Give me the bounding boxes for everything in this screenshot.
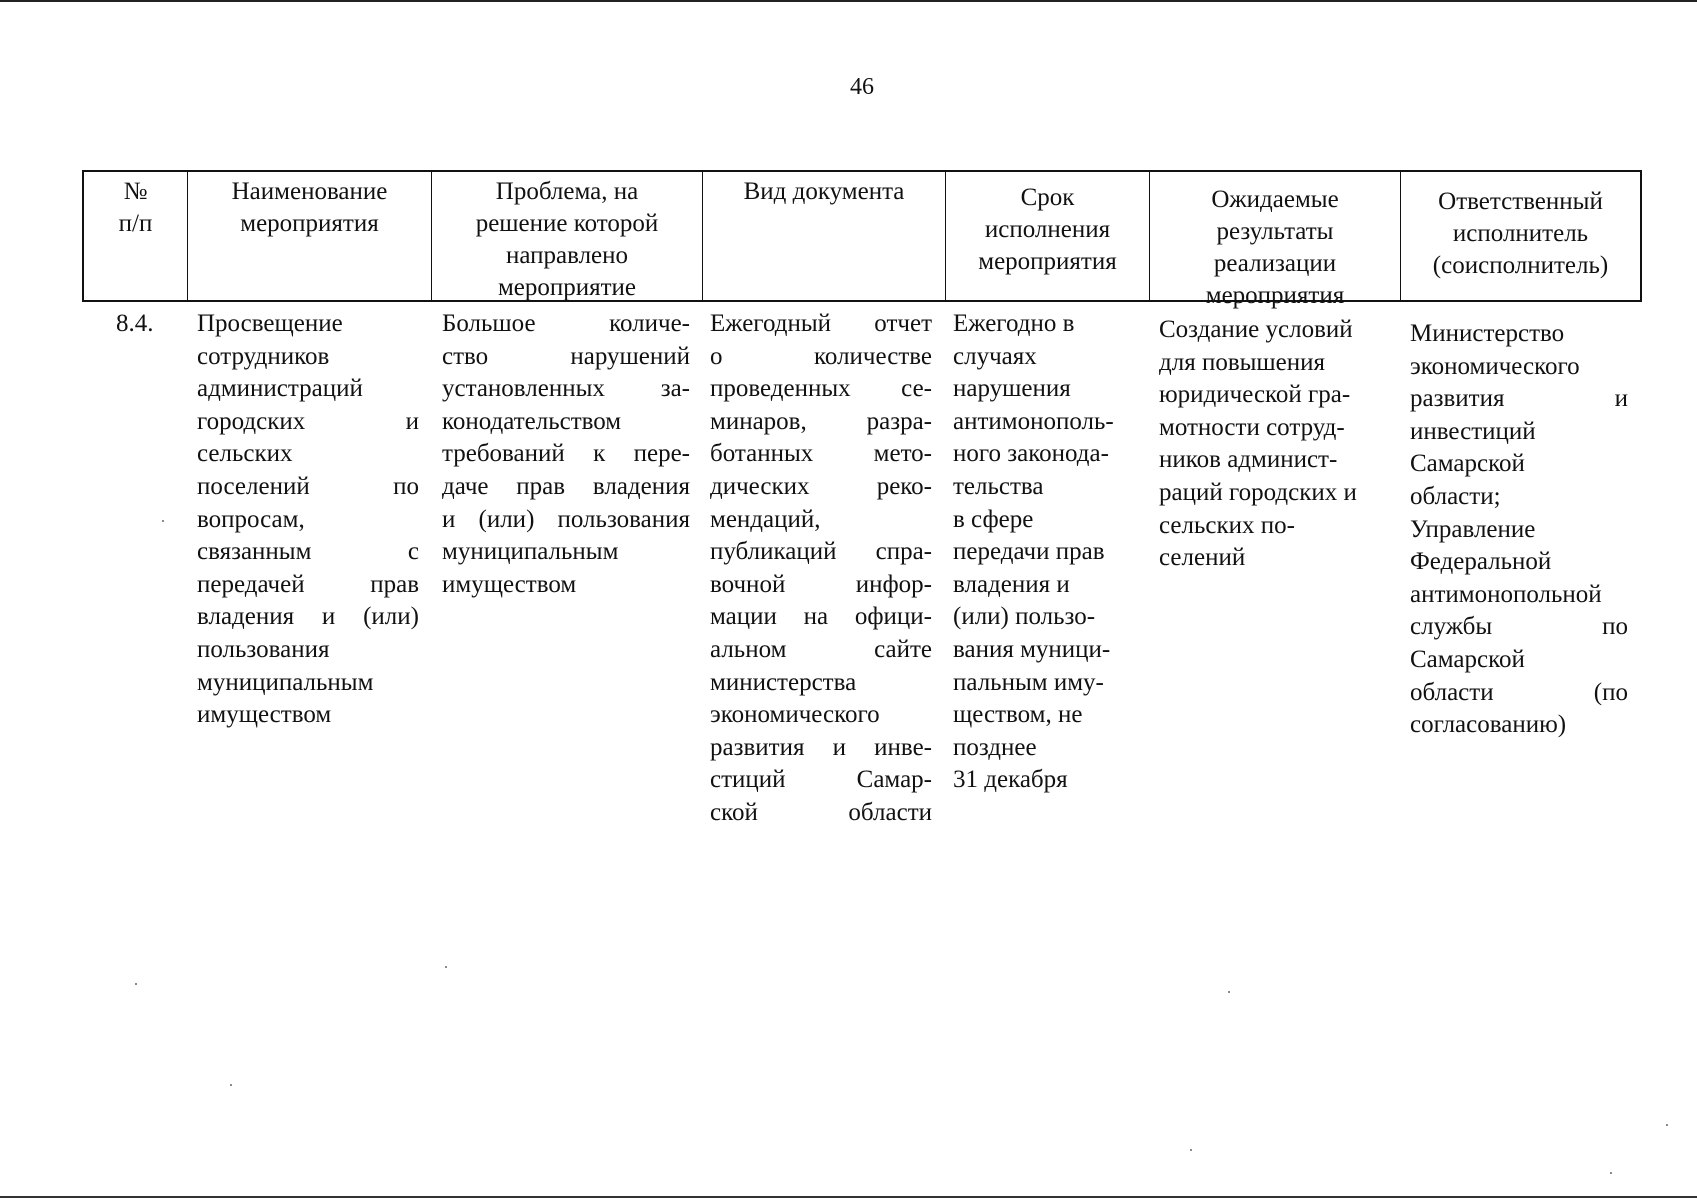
scan-speck	[1190, 1149, 1192, 1151]
header-cell-responsible: Ответственный исполнитель (соисполнитель)	[1432, 188, 1609, 279]
cell-deadline: Ежегодно в случаях нарушения антимонополь- ного законода- тельства в сфере передачи прав владения и (или) пользо- вания муници- пальным иму- ществом, не позднее 31 декабря	[953, 310, 1114, 794]
top-border-line	[0, 0, 1697, 2]
header-cell-results: Ожидаемые результаты реализации мероприятия	[1205, 186, 1345, 309]
scan-speck	[230, 1084, 232, 1086]
scan-speck	[445, 966, 447, 968]
cell-responsible: Министерство экономического развития и инвестиций Самарской области; Управление Федеральной антимонопольной службы по Самарской области (по согласованию)	[1410, 320, 1628, 739]
scan-speck	[1228, 991, 1230, 993]
header-cell-deadline: Срок исполнения мероприятия	[978, 184, 1117, 275]
scan-speck	[1666, 1124, 1668, 1126]
cell-event-name: Просвещение сотрудников администраций городских и сельских поселений по вопросам, связанным с передачей прав владения и (или) пользования муниципальным имуществом	[197, 310, 419, 729]
header-cell-number: № п/п	[118, 178, 153, 237]
page-number: 46	[850, 74, 874, 100]
cell-document-type: Ежегодный отчет о количестве проведенных се- минаров, разра- ботанных мето- дических реко- мендаций, публикаций спра- вочной инфор- мации на офици- альном сайте министерства экономического развития и инве- стиций Самар- ской области	[710, 310, 932, 826]
header-cell-document: Вид документа	[743, 178, 905, 205]
cell-expected-results: Создание условий для повышения юридической гра- мотности сотруд- ников админист- раций городских и сельских по- селений	[1159, 316, 1357, 572]
cell-problem: Большое количе- ство нарушений установленных за- конодательством требований к пере- даче прав владения и (или) пользования муниципальным имуществом	[442, 310, 690, 598]
header-cell-name: Наименование мероприятия	[231, 178, 388, 237]
scan-speck	[162, 520, 164, 522]
row-number: 8.4.	[116, 310, 154, 337]
scan-speck	[1610, 1172, 1612, 1174]
bottom-border-line	[0, 1196, 1697, 1198]
header-cell-problem: Проблема, на решение которой направлено мероприятие	[475, 178, 659, 301]
scan-speck	[135, 983, 137, 985]
